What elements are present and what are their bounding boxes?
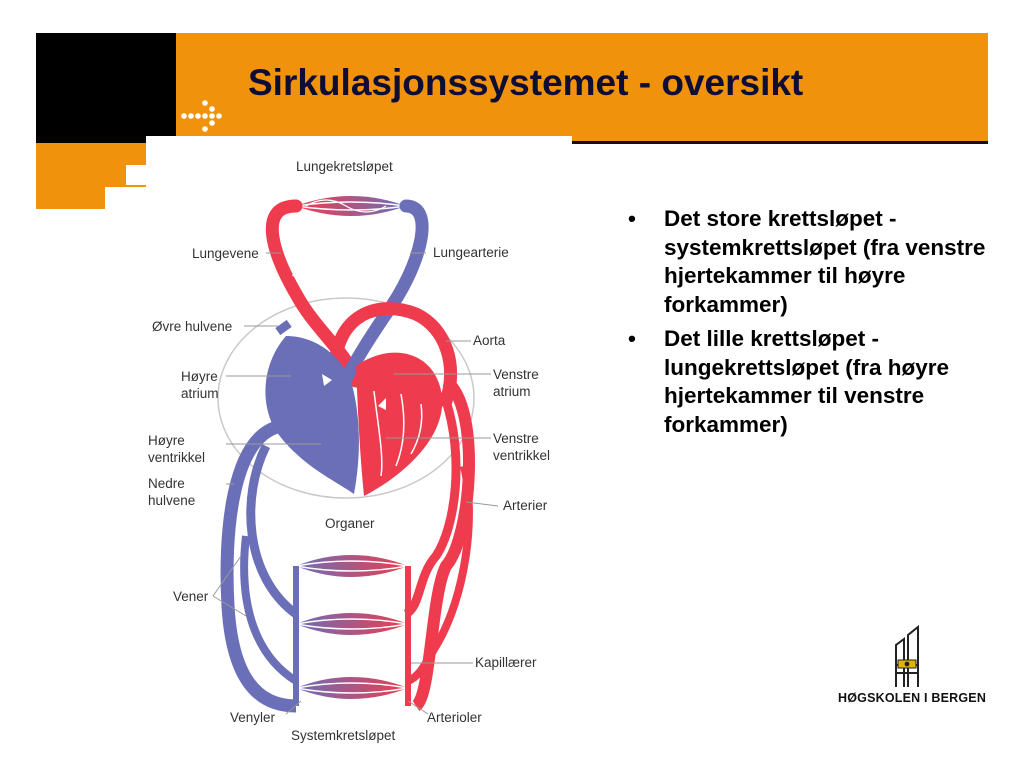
label-venyler: Venyler bbox=[230, 710, 276, 725]
circulation-diagram bbox=[146, 136, 572, 760]
label-aorta: Aorta bbox=[473, 333, 506, 348]
lung-capillary-bed bbox=[296, 196, 406, 216]
label-lungekretslopet: Lungekretsløpet bbox=[296, 159, 393, 174]
label-hoyre-atrium: Høyre bbox=[181, 369, 218, 384]
header-black-block bbox=[36, 33, 176, 143]
label-venstre-ventrikkel: Venstre bbox=[493, 431, 539, 446]
label-venstre-atrium: Venstre bbox=[493, 367, 539, 382]
bullet-list bbox=[628, 205, 988, 446]
label-venstre-ventrikkel: ventrikkel bbox=[493, 448, 551, 463]
bullet-item bbox=[628, 205, 988, 319]
superior-vena-cava bbox=[281, 324, 286, 331]
label-arterioler: Arterioler bbox=[427, 710, 482, 725]
label-arterier: Arterier bbox=[503, 498, 548, 513]
bullet-symbol: • bbox=[628, 206, 636, 231]
corner-step bbox=[105, 187, 150, 209]
bullet-text: Det store krettsløpet - systemkrettsløpet (fra venstre hjertekammer til høyre forkammer) bbox=[664, 206, 986, 317]
label-nedre-hulvene: hulvene bbox=[148, 493, 196, 508]
bullet-symbol: • bbox=[628, 326, 636, 352]
capillary-bed-middle bbox=[296, 613, 408, 635]
label-hoyre-ventrikkel: ventrikkel bbox=[148, 450, 206, 465]
label-lungearterie: Lungearterie bbox=[433, 245, 509, 260]
label-ovre-hulvene: Øvre hulvene bbox=[152, 319, 233, 334]
label-kapillaerer: Kapillærer bbox=[475, 655, 537, 670]
label-hoyre-ventrikkel: Høyre bbox=[148, 433, 185, 448]
flow-arrow-icon bbox=[292, 266, 302, 278]
school-logo bbox=[838, 625, 987, 710]
dotted-arrow-icon bbox=[176, 95, 230, 139]
label-organer: Organer bbox=[325, 516, 375, 531]
building-tower-icon bbox=[838, 625, 983, 689]
label-hoyre-atrium: atrium bbox=[181, 386, 219, 401]
label-systemkretslopet: Systemkretsløpet bbox=[291, 728, 396, 743]
label-lungevene: Lungevene bbox=[192, 246, 259, 261]
bullet-item bbox=[628, 325, 988, 439]
label-vener: Vener bbox=[173, 589, 209, 604]
bullet-text: Det lille krettsløpet - lungekrettsløpet (fra høyre hjertekammer til venstre forkammer) bbox=[664, 326, 950, 437]
label-venstre-atrium: atrium bbox=[493, 384, 531, 399]
school-name: HØGSKOLEN I BERGEN bbox=[838, 691, 987, 705]
capillary-bed-lower bbox=[296, 677, 408, 699]
slide-title: Sirkulasjonssystemet - oversikt bbox=[248, 62, 804, 103]
capillary-bed-organs bbox=[296, 555, 408, 577]
label-nedre-hulvene: Nedre bbox=[148, 476, 185, 491]
